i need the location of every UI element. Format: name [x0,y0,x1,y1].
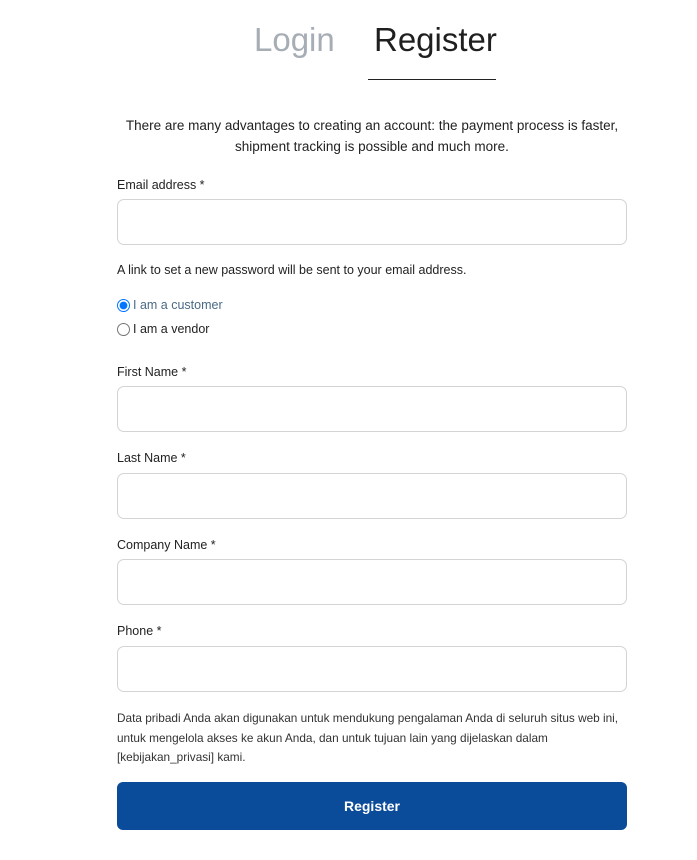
radio-vendor-label[interactable]: I am a vendor [133,322,210,336]
privacy-notice: Data pribadi Anda akan digunakan untuk mendukung pengalaman Anda di seluruh situs web ini, untuk mengelola akses ke akun Anda, dan untuk tujuan lain yang dijelaskan dalam [kebijakan_privasi] kami. [117,711,619,764]
auth-tabs [0,18,697,66]
radio-customer-row[interactable] [117,298,223,312]
last-name-label: Last Name * [117,451,186,465]
email-label: Email address * [117,178,205,192]
phone-field[interactable] [117,646,627,692]
tab-register[interactable]: Register [374,21,497,58]
active-tab-underline [368,79,496,80]
tab-login[interactable]: Login [254,21,335,58]
intro-text: There are many advantages to creating an account: the payment process is faster, shipment tracking is possible and much more. [125,118,619,154]
phone-label: Phone * [117,624,162,638]
first-name-label: First Name * [117,365,187,379]
first-name-field[interactable] [117,386,627,432]
last-name-field[interactable] [117,473,627,519]
email-field[interactable] [117,199,627,245]
radio-vendor[interactable] [117,323,130,336]
password-note: A link to set a new password will be sent to your email address. [117,263,467,277]
radio-customer-label[interactable]: I am a customer [133,298,223,312]
register-button[interactable]: Register [117,782,627,830]
radio-customer[interactable] [117,299,130,312]
radio-vendor-row[interactable] [117,322,209,336]
company-name-label: Company Name * [117,538,216,552]
company-name-field[interactable] [117,559,627,605]
